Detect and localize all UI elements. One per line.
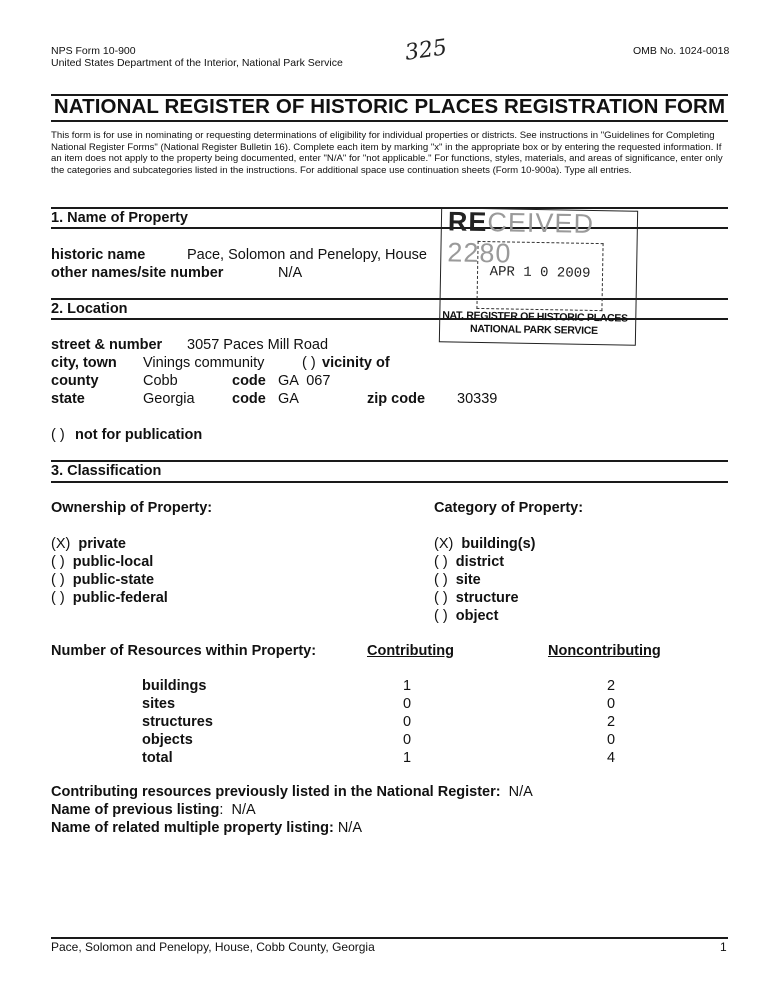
section-3-heading: 3. Classification: [51, 463, 162, 479]
noncontributing-count[interactable]: 0: [606, 732, 616, 748]
stamp-received-text: RECEIVED 2280: [447, 206, 595, 269]
contributing-count[interactable]: 0: [402, 714, 412, 730]
contributing-column-header: Contributing: [367, 643, 454, 659]
omb-number: OMB No. 1024-0018: [633, 45, 730, 57]
state-label: state: [51, 391, 85, 407]
city-label: city, town: [51, 355, 117, 371]
contributing-count[interactable]: 1: [402, 678, 412, 694]
related-listing-value[interactable]: N/A: [337, 820, 362, 836]
category-option-structure[interactable]: ( ) structure: [434, 590, 519, 606]
other-names-label: other names/site number: [51, 265, 224, 281]
handwritten-note: 325: [403, 35, 449, 66]
category-option-site[interactable]: ( ) site: [434, 572, 481, 588]
zip-label: zip code: [367, 391, 426, 407]
state-code-label: code: [232, 391, 266, 407]
page-number: 1: [720, 940, 727, 954]
stamp-date: APR 1 0 2009: [489, 264, 591, 282]
section-rule: [51, 460, 728, 462]
category-heading: Category of Property:: [434, 500, 584, 516]
resource-label: buildings: [142, 678, 207, 694]
vicinity-label: vicinity of: [322, 355, 390, 371]
resource-label: objects: [142, 732, 193, 748]
received-stamp: [439, 207, 638, 345]
resources-heading: Number of Resources within Property:: [51, 643, 317, 659]
contributing-count[interactable]: 1: [402, 750, 412, 766]
not-for-publication-label: not for publication: [75, 427, 203, 443]
category-option-object[interactable]: ( ) object: [434, 608, 499, 624]
related-listing-label: Name of related multiple property listing:: [51, 820, 334, 836]
ownership-option-public-local[interactable]: ( ) public-local: [51, 554, 154, 570]
stamp-date-box: [476, 241, 603, 311]
county-label: county: [51, 373, 99, 389]
category-option-buildings[interactable]: (X) building(s): [434, 536, 536, 552]
historic-name-value[interactable]: Pace, Solomon and Penelopy, House: [187, 247, 427, 263]
city-value[interactable]: Vinings community: [143, 355, 265, 371]
county-code-label: code: [232, 373, 266, 389]
stamp-agency-line: NAT. REGISTER OF HISTORIC PLACES: [442, 309, 628, 325]
ownership-option-private[interactable]: (X) private: [51, 536, 126, 552]
street-value[interactable]: 3057 Paces Mill Road: [187, 337, 329, 353]
contributing-count[interactable]: 0: [402, 732, 412, 748]
previously-listed-label: Contributing resources previously listed in the National Register:: [51, 784, 501, 800]
previously-listed-value[interactable]: N/A: [508, 784, 533, 800]
ownership-option-public-state[interactable]: ( ) public-state: [51, 572, 155, 588]
footer-property-name: Pace, Solomon and Penelopy, House, Cobb County, Georgia: [51, 940, 375, 954]
resource-label: structures: [142, 714, 213, 730]
county-value[interactable]: Cobb: [143, 373, 178, 389]
previous-listing-value[interactable]: : N/A: [219, 802, 256, 818]
form-number: NPS Form 10-900: [51, 45, 136, 57]
ownership-heading: Ownership of Property:: [51, 500, 213, 516]
not-for-publication-checkbox[interactable]: ( ): [51, 427, 65, 443]
street-label: street & number: [51, 337, 163, 353]
resource-label: total: [142, 750, 173, 766]
zip-value[interactable]: 30339: [457, 391, 498, 407]
noncontributing-column-header: Noncontributing: [548, 643, 661, 659]
section-2-heading: 2. Location: [51, 301, 128, 317]
footer-rule: [51, 937, 728, 939]
vicinity-checkbox[interactable]: ( ): [302, 355, 316, 371]
related-listing-row: [51, 820, 362, 836]
section-1-heading: 1. Name of Property: [51, 210, 188, 226]
category-option-district[interactable]: ( ) district: [434, 554, 505, 570]
noncontributing-count[interactable]: 4: [606, 750, 616, 766]
noncontributing-count[interactable]: 2: [606, 678, 616, 694]
previous-listing-row: [51, 802, 256, 818]
other-names-value[interactable]: N/A: [278, 265, 303, 281]
section-rule: [51, 481, 728, 483]
state-value[interactable]: Georgia: [143, 391, 195, 407]
previous-listing-label: Name of previous listing: [51, 802, 220, 818]
form-instructions: This form is for use in nominating or requesting determinations of eligibility for individual properties or districts. See instructions in "Guidelines for Completing National Register Forms" (National Register Bulletin 16). Complete each item by marking "x" in the appropriate box or by entering the requested information. If an item does not apply to the property being documented, enter "N/A" for "not applicable." For functions, styles, materials, and areas of significance, enter only the categories and subcategories listed in the instructions. For additional space use continuation sheets (Form 10-900a). Type all entries.: [51, 130, 723, 176]
state-code-value[interactable]: GA: [278, 391, 299, 407]
county-code-value[interactable]: GA 067: [278, 373, 331, 389]
page-title: NATIONAL REGISTER OF HISTORIC PLACES REGISTRATION FORM: [53, 95, 726, 118]
ownership-option-public-federal[interactable]: ( ) public-federal: [51, 590, 168, 606]
historic-name-label: historic name: [51, 247, 146, 263]
contributing-count[interactable]: 0: [402, 696, 412, 712]
title-rule-bottom: [51, 120, 728, 122]
resource-label: sites: [142, 696, 176, 712]
previously-listed-row: [51, 784, 533, 800]
noncontributing-count[interactable]: 2: [606, 714, 616, 730]
department-name: United States Department of the Interior, National Park Service: [51, 57, 343, 69]
noncontributing-count[interactable]: 0: [606, 696, 616, 712]
stamp-service-line: NATIONAL PARK SERVICE: [469, 322, 598, 338]
